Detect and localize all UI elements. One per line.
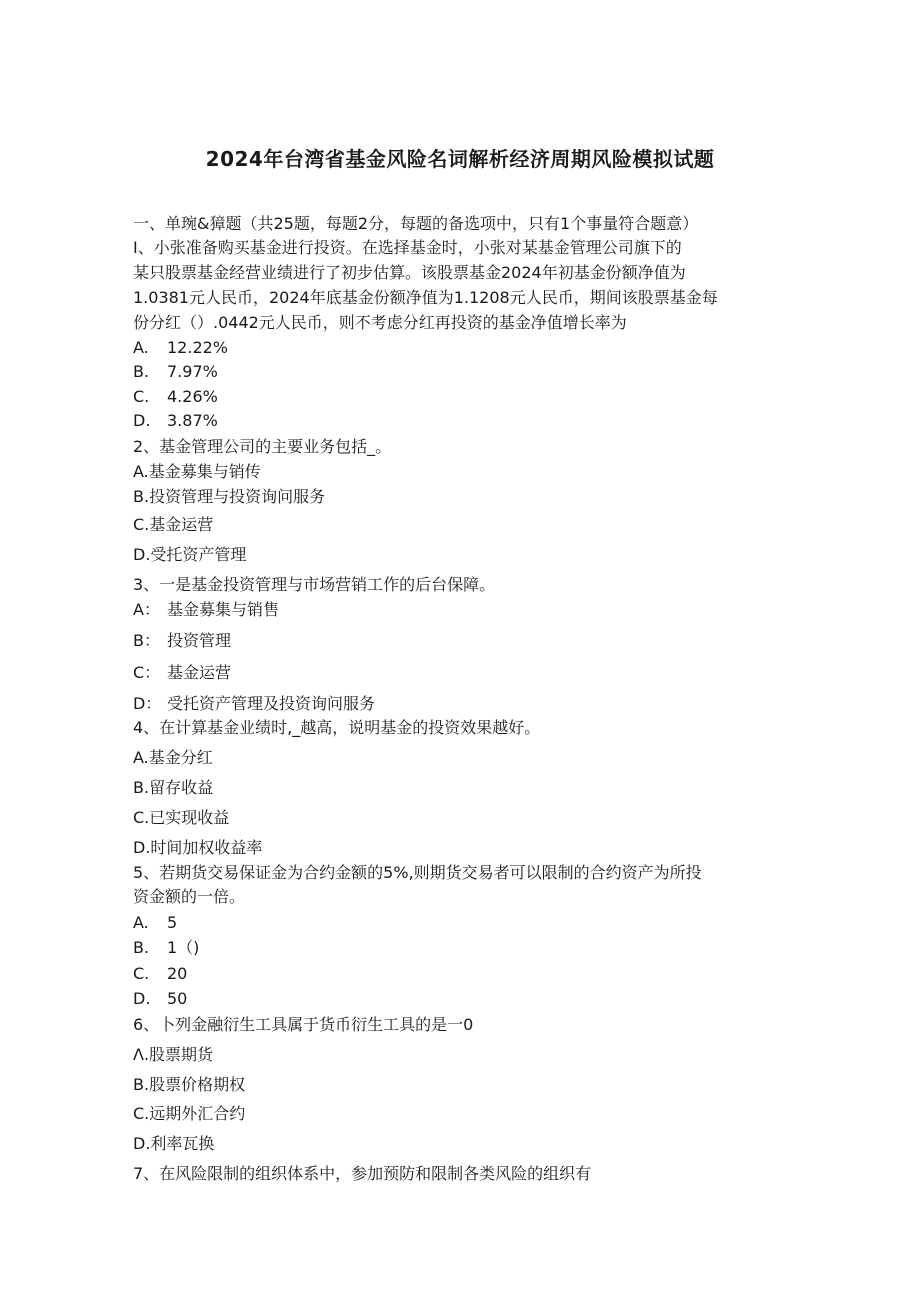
question-4-option-b: B.留存收益 <box>133 778 214 797</box>
question-2-stem: 2、基金管理公司的主要业务包括_。 <box>133 437 392 456</box>
question-5-option-c <box>133 964 187 984</box>
option-key: A： <box>133 600 160 619</box>
question-1-option-d <box>133 411 218 431</box>
question-4-option-c: C.已实现收益 <box>133 808 230 827</box>
question-5-option-b <box>133 938 199 958</box>
question-6-option-a: Λ.股票期货 <box>133 1045 214 1064</box>
question-1-line-3: 1.0381元人民币，2024年底基金份额净值为1.1208元人民币，期间该股票基金每 <box>133 288 718 307</box>
question-6-stem: 6、卜列金融衍生工具属于货币衍生工具的是一0 <box>133 1015 474 1034</box>
option-text: 50 <box>167 989 188 1008</box>
question-5-option-a <box>133 913 177 933</box>
option-key: C. <box>133 964 150 983</box>
option-text: 投资管理 <box>167 631 232 650</box>
question-5-line-1: 5、若期货交易保证金为合约金额的5%,则期货交易者可以限制的合约资产为所投 <box>133 863 702 882</box>
question-2-option-a: A.基金募集与销传 <box>133 462 261 481</box>
question-1-line-1: I、小张准备购买基金进行投资。在选择基金时，小张对某基金管理公司旗下的 <box>133 238 682 257</box>
question-6-option-b: B.股票价格期权 <box>133 1075 246 1094</box>
question-5-option-d <box>133 989 187 1009</box>
document-title: 2024年台湾省基金风险名词解析经济周期风险模拟试题 <box>205 147 715 171</box>
question-3-option-d <box>133 694 375 714</box>
option-key: D： <box>133 694 162 713</box>
question-3-stem: 3、一是基金投资管理与市场营销工作的后台保障。 <box>133 575 496 594</box>
option-key: A. <box>133 338 149 357</box>
question-1-option-b <box>133 362 218 382</box>
question-1-line-4: 份分红（）.0442元人民币，则不考虑分红再投资的基金净值增长率为 <box>133 313 627 332</box>
option-key: B. <box>133 938 150 957</box>
option-key: D. <box>133 989 151 1008</box>
option-text: 5 <box>167 913 178 932</box>
question-2-option-c: C.基金运营 <box>133 515 214 534</box>
option-key: A. <box>133 913 149 932</box>
question-3-option-b <box>133 631 231 651</box>
question-4-option-a: A.基金分红 <box>133 748 213 767</box>
option-text: 4.26% <box>167 387 218 406</box>
question-2-option-d: D.受托资产管理 <box>133 545 247 564</box>
question-7-stem: 7、在风险限制的组织体系中，参加预防和限制各类风险的组织有 <box>133 1164 592 1183</box>
option-text: 基金运营 <box>167 663 232 682</box>
question-3-option-a <box>133 600 279 620</box>
option-text: 1（) <box>167 938 200 957</box>
option-text: 基金募集与销售 <box>167 600 280 619</box>
option-text: 受托资产管理及投资询问服务 <box>167 694 376 713</box>
option-key: C： <box>133 663 161 682</box>
question-6-option-d: D.利率瓦换 <box>133 1134 215 1153</box>
option-key: B： <box>133 631 160 650</box>
option-key: B. <box>133 362 150 381</box>
question-6-option-c: C.远期外汇合约 <box>133 1104 246 1123</box>
option-text: 12.22% <box>167 338 229 357</box>
question-1-option-a <box>133 338 228 358</box>
question-1-line-2: 某只股票基金经营业绩进行了初步估算。该股票基金2024年初基金份额净值为 <box>133 263 686 282</box>
question-4-stem: 4、在计算基金业绩时,_越高，说明基金的投资效果越好。 <box>133 718 541 737</box>
section-header: 一、单琬&獐题（共25题，每题2分，每题的备选项中，只有1个事量符合题意） <box>133 214 699 233</box>
option-text: 3.87% <box>167 411 218 430</box>
question-2-option-b: B.投资管理与投资询问服务 <box>133 487 326 506</box>
question-3-option-c <box>133 663 231 683</box>
option-key: C. <box>133 387 150 406</box>
question-4-option-d: D.时间加权收益率 <box>133 838 263 857</box>
option-text: 7.97% <box>167 362 218 381</box>
option-text: 20 <box>167 964 188 983</box>
question-5-line-2: 资金额的一倍。 <box>133 887 246 906</box>
question-1-option-c <box>133 387 218 407</box>
option-key: D. <box>133 411 151 430</box>
